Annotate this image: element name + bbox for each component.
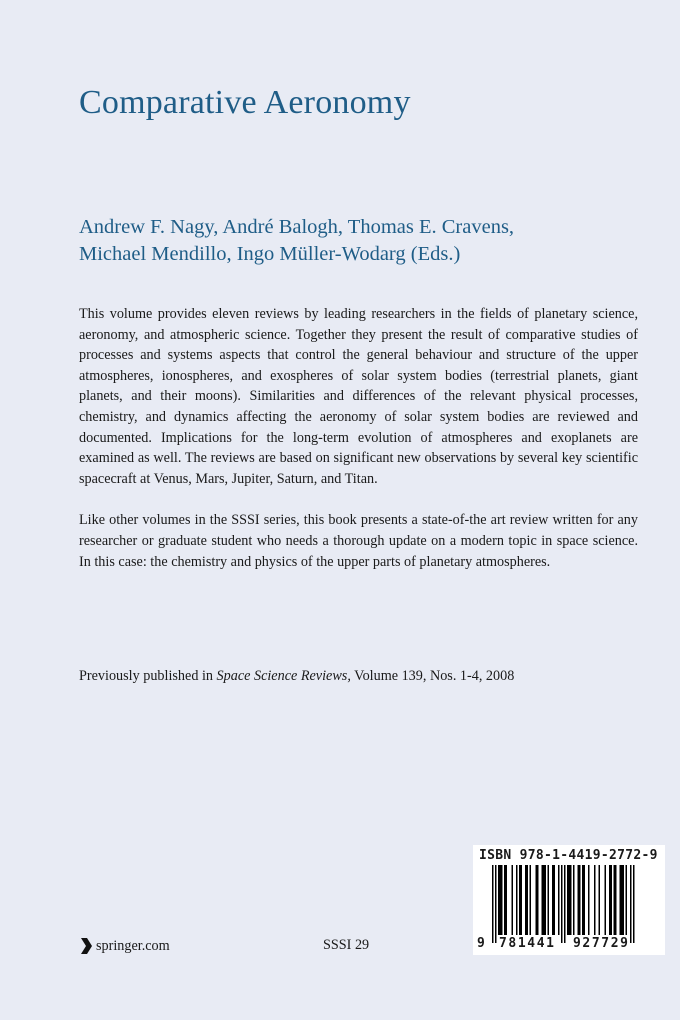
barcode-bar xyxy=(579,865,581,935)
ean-left-group: 781441 xyxy=(499,936,556,951)
barcode-bar xyxy=(554,865,556,935)
barcode-bar xyxy=(609,865,611,935)
barcode-bar xyxy=(578,865,580,935)
barcode-bar xyxy=(567,865,569,935)
isbn-label: ISBN 978-1-4419-2772-9 xyxy=(479,848,658,863)
barcode-bar xyxy=(527,865,529,935)
barcode-bar xyxy=(615,865,617,935)
barcode-bar xyxy=(594,865,596,935)
blurb-paragraph-2: Like other volumes in the SSSI series, this book presents a state-of-the art review written for any researcher or graduate student who needs a thorough update on a modern topic in space science. In this case: the chemistry and physics of the upper parts of planetary atmospheres. xyxy=(79,512,638,570)
barcode-bar xyxy=(512,865,514,935)
blurb xyxy=(79,304,638,593)
barcode-bar xyxy=(621,865,623,935)
editors-line-1: Andrew F. Nagy, André Balogh, Thomas E. Cravens, xyxy=(79,216,515,238)
barcode-bar xyxy=(599,865,601,935)
barcode-bar xyxy=(492,865,494,943)
publication-note-prefix: Previously published in xyxy=(79,668,217,684)
barcode-bar xyxy=(620,865,622,935)
barcode-bar xyxy=(633,865,635,943)
barcode-bar xyxy=(506,865,508,935)
editors-line-2: Michael Mendillo, Ingo Müller-Wodarg (Eds.) xyxy=(79,243,461,265)
barcode-bar xyxy=(588,865,590,935)
barcode-bar xyxy=(584,865,586,935)
series-number: SSSI 29 xyxy=(323,937,370,953)
springer-link[interactable] xyxy=(79,936,170,956)
barcode-bar xyxy=(564,865,566,943)
blurb-paragraph-1: This volume provides eleven reviews by leading researchers in the fields of planetary science, aeronomy, and atmospheric science. Together they present the result of comparative studies of processes and systems aspects that control the general behaviour and structure of the upper atmospheres, ionospheres, and exospheres of solar system bodies (terrestrial planets, giant planets, and their moons). Similarities and differences of the relevant physical processes, chemistry, and dynamics affecting the aeronomy of solar system bodies are reviewed and documented. Implications for the long-term evolution of atmospheres and exoplanets are examined as well. The reviews are based on significant new observations by several key scientific spacecraft at Venus, Mars, Jupiter, Saturn, and Titan. xyxy=(79,306,638,487)
barcode-bar xyxy=(519,865,521,935)
publication-note xyxy=(79,668,514,685)
barcode-bar xyxy=(626,865,628,935)
editors xyxy=(79,214,639,268)
springer-link-text: springer.com xyxy=(96,937,170,954)
barcode-bars xyxy=(492,865,648,943)
barcode-bar xyxy=(504,865,506,935)
barcode-bar xyxy=(573,865,575,935)
publication-note-suffix: Volume 139, Nos. 1-4, 2008 xyxy=(350,668,515,684)
barcode-bar xyxy=(623,865,625,935)
barcode-bar xyxy=(558,865,560,935)
barcode-bar xyxy=(561,865,563,943)
barcode-bar xyxy=(530,865,532,935)
barcode-bar xyxy=(630,865,632,943)
barcode-bar xyxy=(516,865,518,935)
barcode-bar xyxy=(548,865,550,935)
barcode-bar xyxy=(501,865,503,935)
barcode-bar xyxy=(582,865,584,935)
barcode-bar xyxy=(521,865,523,935)
barcode-bar xyxy=(542,865,544,935)
barcode-bar xyxy=(537,865,539,935)
barcode-bar xyxy=(545,865,547,935)
barcode-bar xyxy=(543,865,545,935)
barcode-bar xyxy=(500,865,502,935)
barcode-bar xyxy=(611,865,613,935)
ean-right-group: 927729 xyxy=(573,936,630,951)
barcode-bar xyxy=(569,865,571,935)
barcode-bar xyxy=(495,865,497,943)
barcode-bar xyxy=(605,865,607,935)
book-title: Comparative Aeronomy xyxy=(79,84,411,121)
barcode-bar xyxy=(498,865,500,935)
chevron-right-icon xyxy=(79,936,93,956)
barcode-bar xyxy=(536,865,538,935)
journal-name: Space Science Reviews, xyxy=(216,668,351,684)
barcode-bar xyxy=(552,865,554,935)
barcode-bar xyxy=(570,865,572,935)
isbn-barcode xyxy=(473,845,665,955)
barcode-bar xyxy=(525,865,527,935)
barcode-bar xyxy=(614,865,616,935)
ean-first-digit: 9 xyxy=(477,936,485,951)
